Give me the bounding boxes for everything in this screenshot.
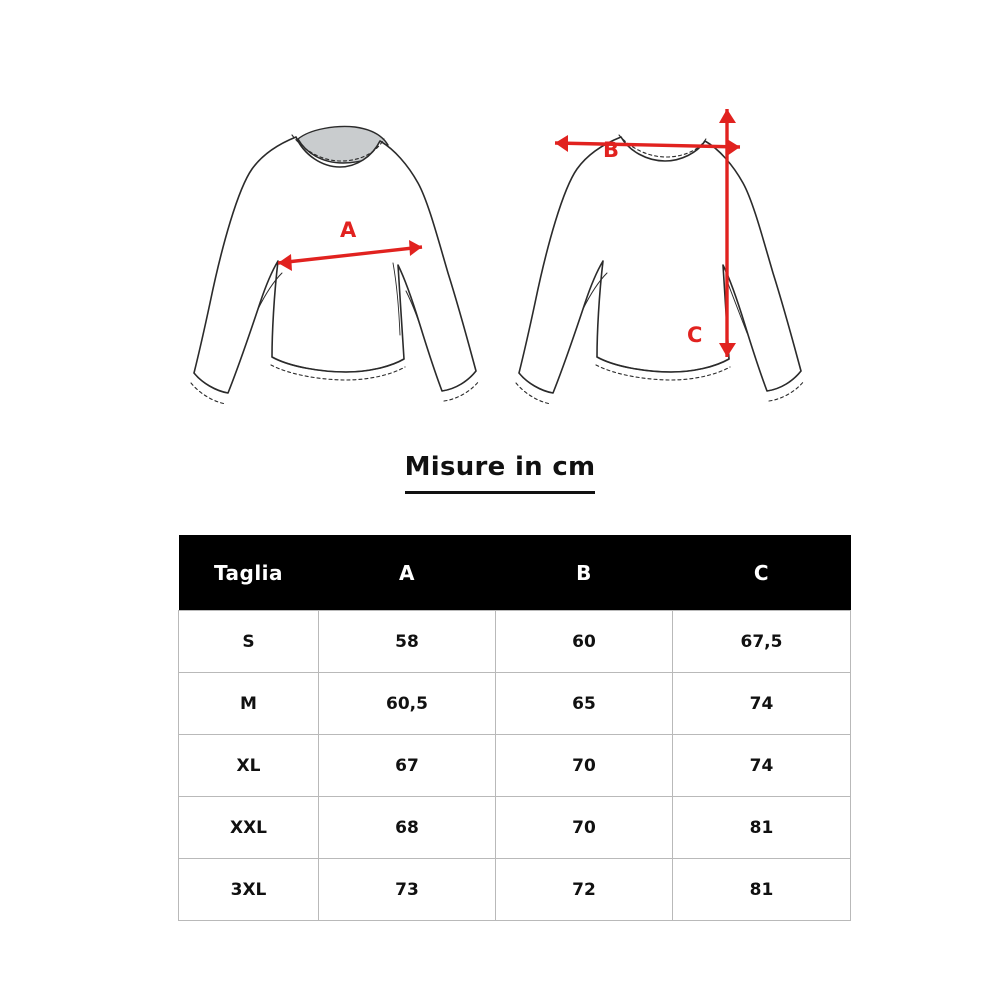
table-row bbox=[179, 735, 851, 797]
table-row bbox=[179, 859, 851, 921]
cell-size: XL bbox=[179, 735, 319, 797]
cell-a: 68 bbox=[319, 797, 496, 859]
garment-back-view bbox=[475, 95, 845, 415]
column-header-taglia: Taglia bbox=[179, 535, 319, 611]
table-row bbox=[179, 673, 851, 735]
table-body bbox=[179, 611, 851, 921]
cell-a: 60,5 bbox=[319, 673, 496, 735]
cell-size: 3XL bbox=[179, 859, 319, 921]
caption-text: Misure in cm bbox=[405, 452, 596, 494]
size-table bbox=[178, 535, 851, 921]
table-header bbox=[179, 535, 851, 611]
cell-size: S bbox=[179, 611, 319, 673]
column-header-a: A bbox=[319, 535, 496, 611]
cell-size: XXL bbox=[179, 797, 319, 859]
cell-a: 67 bbox=[319, 735, 496, 797]
cell-b: 72 bbox=[496, 859, 673, 921]
cell-c: 67,5 bbox=[673, 611, 851, 673]
cell-b: 70 bbox=[496, 735, 673, 797]
garment-front-view bbox=[150, 95, 520, 415]
cell-b: 70 bbox=[496, 797, 673, 859]
cell-size: M bbox=[179, 673, 319, 735]
table-row bbox=[179, 611, 851, 673]
cell-b: 65 bbox=[496, 673, 673, 735]
measure-label-a: A bbox=[340, 218, 357, 242]
column-header-b: B bbox=[496, 535, 673, 611]
cell-c: 74 bbox=[673, 673, 851, 735]
column-header-c: C bbox=[673, 535, 851, 611]
cell-b: 60 bbox=[496, 611, 673, 673]
table-row bbox=[179, 797, 851, 859]
size-table-container bbox=[178, 535, 850, 921]
cell-a: 58 bbox=[319, 611, 496, 673]
cell-c: 74 bbox=[673, 735, 851, 797]
cell-c: 81 bbox=[673, 859, 851, 921]
cell-a: 73 bbox=[319, 859, 496, 921]
cell-c: 81 bbox=[673, 797, 851, 859]
measure-label-c: C bbox=[687, 323, 703, 347]
caption-container bbox=[0, 452, 1000, 494]
table-header-row bbox=[179, 535, 851, 611]
garment-illustrations bbox=[0, 95, 1000, 435]
measure-label-b: B bbox=[603, 138, 620, 162]
